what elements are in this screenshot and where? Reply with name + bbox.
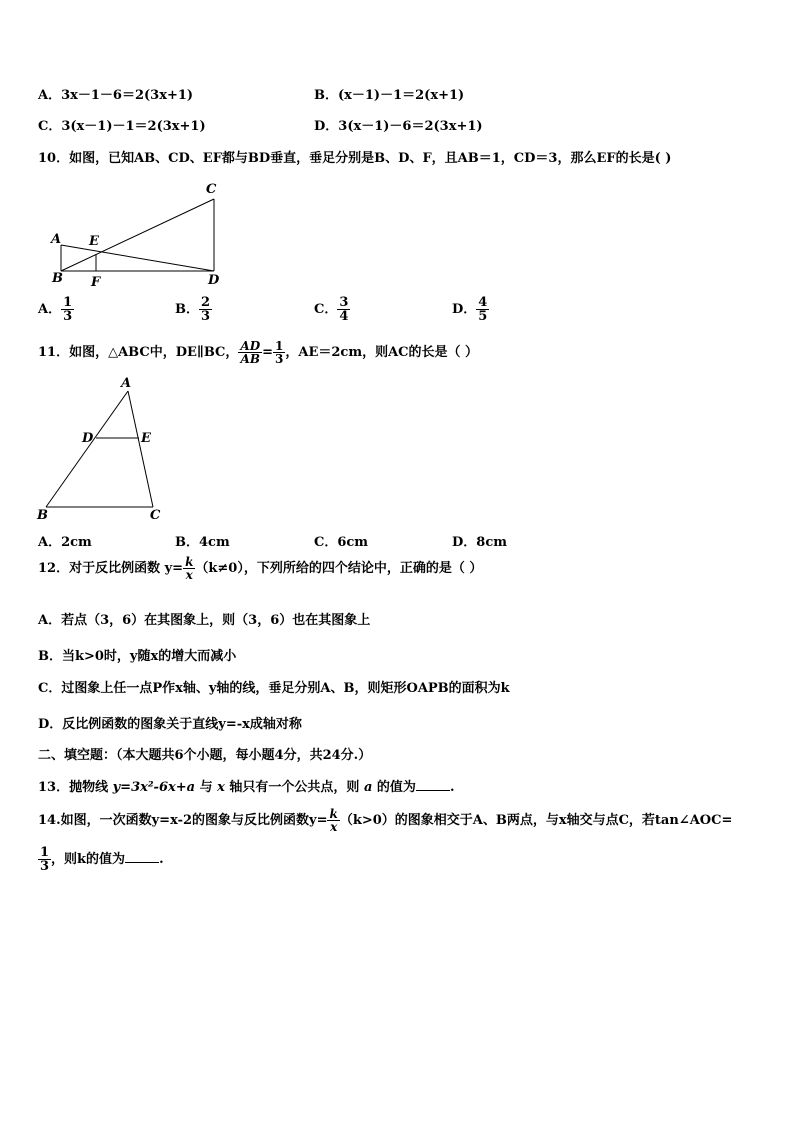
q10-option-b: B． $\frac{2}{3}$ bbox=[175, 295, 211, 324]
q12-option-d: D．反比例函数的图象关于直线y=-x成轴对称 bbox=[38, 717, 302, 732]
section-title: 二、填空题：（本大题共6个小题，每小题4分，共24分.） bbox=[38, 748, 372, 763]
q12-option-c: C．过图象上任一点P作x轴、y轴的线，垂足分别A、B，则矩形OAPB的面积为k bbox=[38, 681, 510, 696]
q12-text: 12．对于反比例函数 y= $\frac{k}{x}$ （k≠0），下列所给的四个结论中，正确的是（ ） bbox=[38, 555, 483, 582]
label-c: C bbox=[150, 508, 161, 523]
label-d: D bbox=[208, 273, 220, 288]
label-a: A bbox=[51, 232, 62, 247]
label-b: B bbox=[37, 508, 48, 523]
q10-option-a: A． $\frac{1}{3}$ bbox=[38, 295, 73, 324]
q10-figure bbox=[44, 178, 234, 290]
q9-option-d: D．3(x－1)－6＝2(3x+1) bbox=[314, 119, 483, 134]
q12-option-b: B．当k>0时，y随x的增大而减小 bbox=[38, 649, 237, 664]
q11-figure bbox=[32, 376, 172, 524]
q11-option-d: D．8cm bbox=[452, 535, 507, 550]
label-f: F bbox=[91, 275, 101, 290]
line-ac bbox=[128, 391, 153, 507]
line-ab bbox=[46, 391, 128, 507]
q14-answer-blank[interactable] bbox=[125, 861, 159, 863]
q14-text: 14.如图，一次函数y=x-2的图象与反比例函数y= $\frac{k}{x}$ （k>0）的图象相交于A、B两点，与x轴交与点C，若tan∠AOC= bbox=[38, 807, 733, 834]
label-b: B bbox=[52, 271, 63, 286]
q10-option-d: D． $\frac{4}{5}$ bbox=[452, 295, 488, 324]
q9-option-b: B．(x－1)－1＝2(x+1) bbox=[314, 88, 465, 103]
q9-option-c: C．3(x－1)－1＝2(3x+1) bbox=[38, 119, 206, 134]
label-e: E bbox=[141, 431, 151, 446]
q10-text: 10．如图，已知AB、CD、EF都与BD垂直，垂足分别是B、D、F，且AB＝1，CD＝3，那么EF的长是( ) bbox=[38, 151, 672, 166]
q9-option-a: A．3x－1－6＝2(3x+1) bbox=[38, 88, 194, 103]
q11-option-c: C．6cm bbox=[314, 535, 369, 550]
label-e: E bbox=[89, 234, 99, 249]
label-c: C bbox=[206, 182, 217, 197]
label-a: A bbox=[121, 376, 132, 391]
q11-text: 11．如图，△ABC中，DE∥BC， $\frac{AD}{AB}$ = $\frac{1}{3}$ ，AE＝2cm，则AC的长是（ ） bbox=[38, 339, 479, 366]
label-d: D bbox=[82, 431, 94, 446]
q13-answer-blank[interactable] bbox=[416, 789, 450, 791]
q14-text-line2: $\frac{1}{3}$ ，则k的值为 . bbox=[40, 845, 164, 874]
q12-option-a: A．若点（3，6）在其图象上，则（3，6）也在其图象上 bbox=[38, 613, 371, 628]
q11-option-a: A．2cm bbox=[38, 535, 92, 550]
q13-text: 13．抛物线 y=3x²-6x+a 与 x 轴只有一个公共点，则 a 的值为 . bbox=[38, 780, 455, 795]
line-bc bbox=[61, 199, 214, 271]
line-ad bbox=[61, 245, 214, 271]
q10-option-c: C． $\frac{3}{4}$ bbox=[314, 295, 349, 324]
q11-option-b: B．4cm bbox=[175, 535, 230, 550]
